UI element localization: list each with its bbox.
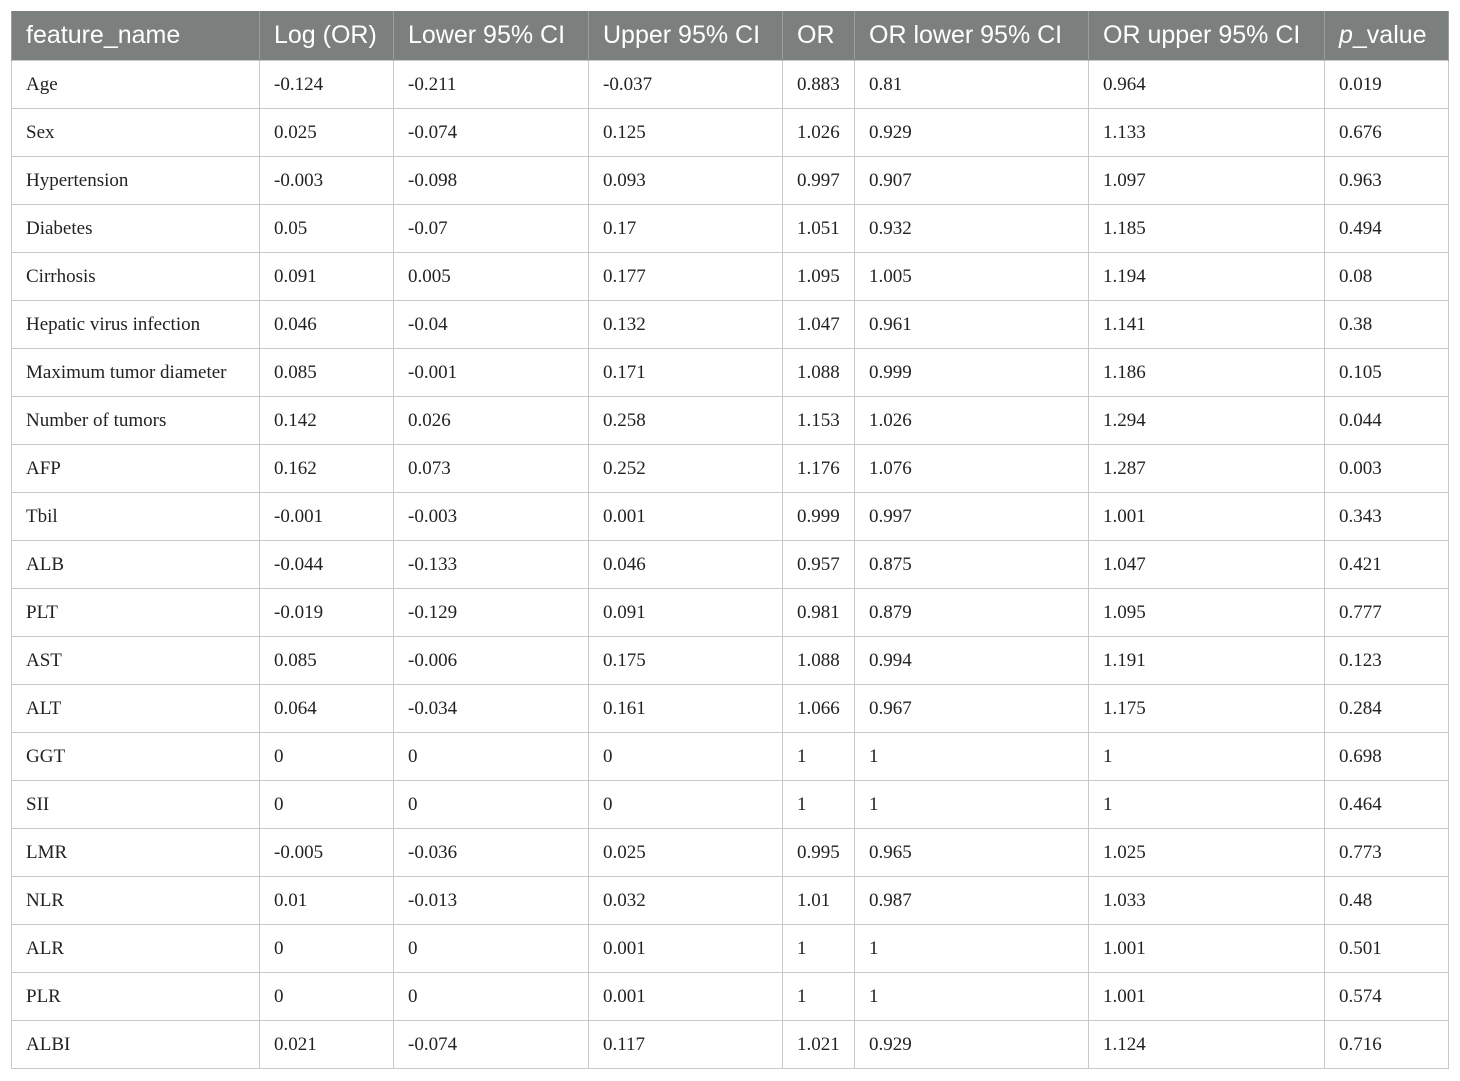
cell-or: 0.981 (783, 589, 855, 637)
cell-feature-name: Age (12, 61, 260, 109)
cell-or-upper-ci: 1.001 (1089, 973, 1325, 1021)
cell-or-upper-ci: 1.294 (1089, 397, 1325, 445)
cell-p-value: 0.38 (1325, 301, 1449, 349)
cell-lower-ci: -0.034 (394, 685, 589, 733)
cell-p-value: 0.019 (1325, 61, 1449, 109)
cell-or-upper-ci: 1.047 (1089, 541, 1325, 589)
cell-or-lower-ci: 0.994 (855, 637, 1089, 685)
cell-log-or: -0.124 (260, 61, 394, 109)
cell-or-lower-ci: 0.879 (855, 589, 1089, 637)
cell-upper-ci: 0.091 (589, 589, 783, 637)
cell-p-value: 0.574 (1325, 973, 1449, 1021)
cell-lower-ci: 0 (394, 781, 589, 829)
cell-log-or: -0.005 (260, 829, 394, 877)
cell-or-lower-ci: 0.929 (855, 109, 1089, 157)
cell-p-value: 0.716 (1325, 1021, 1449, 1069)
cell-or: 0.883 (783, 61, 855, 109)
cell-lower-ci: 0 (394, 925, 589, 973)
cell-p-value: 0.501 (1325, 925, 1449, 973)
header-p-suffix: _value (1352, 21, 1427, 49)
cell-or-upper-ci: 1 (1089, 781, 1325, 829)
cell-upper-ci: -0.037 (589, 61, 783, 109)
cell-lower-ci: -0.211 (394, 61, 589, 109)
table-row (12, 253, 1449, 301)
cell-or-upper-ci: 1.186 (1089, 349, 1325, 397)
table-row (12, 829, 1449, 877)
cell-or-lower-ci: 1 (855, 733, 1089, 781)
cell-or-lower-ci: 0.987 (855, 877, 1089, 925)
header-or-upper-ci: OR upper 95% CI (1089, 11, 1325, 61)
cell-log-or: 0 (260, 733, 394, 781)
cell-p-value: 0.698 (1325, 733, 1449, 781)
cell-upper-ci: 0.001 (589, 925, 783, 973)
results-table-container (11, 11, 1448, 1069)
cell-upper-ci: 0.252 (589, 445, 783, 493)
cell-or-lower-ci: 0.965 (855, 829, 1089, 877)
cell-upper-ci: 0 (589, 733, 783, 781)
cell-log-or: 0.064 (260, 685, 394, 733)
header-p-italic: p (1339, 21, 1353, 49)
cell-or-upper-ci: 1 (1089, 733, 1325, 781)
cell-log-or: -0.044 (260, 541, 394, 589)
cell-or-lower-ci: 0.999 (855, 349, 1089, 397)
cell-or: 1.088 (783, 349, 855, 397)
cell-or-upper-ci: 1.175 (1089, 685, 1325, 733)
cell-or: 1.088 (783, 637, 855, 685)
cell-feature-name: AFP (12, 445, 260, 493)
cell-or-upper-ci: 1.191 (1089, 637, 1325, 685)
cell-upper-ci: 0.117 (589, 1021, 783, 1069)
cell-feature-name: Tbil (12, 493, 260, 541)
table-header-row (12, 11, 1449, 61)
cell-log-or: 0 (260, 925, 394, 973)
table-row (12, 157, 1449, 205)
cell-lower-ci: -0.098 (394, 157, 589, 205)
cell-feature-name: Maximum tumor diameter (12, 349, 260, 397)
cell-or-upper-ci: 1.025 (1089, 829, 1325, 877)
cell-feature-name: LMR (12, 829, 260, 877)
header-or: OR (783, 11, 855, 61)
cell-feature-name: ALBI (12, 1021, 260, 1069)
table-row (12, 445, 1449, 493)
table-row (12, 397, 1449, 445)
cell-upper-ci: 0.032 (589, 877, 783, 925)
cell-or-lower-ci: 0.929 (855, 1021, 1089, 1069)
cell-lower-ci: -0.001 (394, 349, 589, 397)
cell-p-value: 0.676 (1325, 109, 1449, 157)
cell-or-upper-ci: 1.185 (1089, 205, 1325, 253)
cell-upper-ci: 0.177 (589, 253, 783, 301)
table-row (12, 493, 1449, 541)
cell-lower-ci: 0 (394, 733, 589, 781)
cell-or: 1.026 (783, 109, 855, 157)
cell-upper-ci: 0.093 (589, 157, 783, 205)
cell-feature-name: PLT (12, 589, 260, 637)
cell-p-value: 0.494 (1325, 205, 1449, 253)
table-row (12, 205, 1449, 253)
cell-log-or: -0.001 (260, 493, 394, 541)
cell-feature-name: Hepatic virus infection (12, 301, 260, 349)
cell-or-upper-ci: 1.287 (1089, 445, 1325, 493)
cell-p-value: 0.48 (1325, 877, 1449, 925)
cell-or-upper-ci: 0.964 (1089, 61, 1325, 109)
cell-or-upper-ci: 1.194 (1089, 253, 1325, 301)
cell-p-value: 0.963 (1325, 157, 1449, 205)
cell-log-or: -0.003 (260, 157, 394, 205)
cell-log-or: 0.01 (260, 877, 394, 925)
header-or-lower-ci: OR lower 95% CI (855, 11, 1089, 61)
cell-log-or: 0 (260, 781, 394, 829)
cell-upper-ci: 0.17 (589, 205, 783, 253)
cell-feature-name: Number of tumors (12, 397, 260, 445)
cell-upper-ci: 0.025 (589, 829, 783, 877)
cell-or-upper-ci: 1.124 (1089, 1021, 1325, 1069)
cell-lower-ci: -0.003 (394, 493, 589, 541)
cell-lower-ci: -0.074 (394, 109, 589, 157)
cell-upper-ci: 0.258 (589, 397, 783, 445)
cell-or-upper-ci: 1.097 (1089, 157, 1325, 205)
cell-lower-ci: -0.013 (394, 877, 589, 925)
cell-log-or: 0.091 (260, 253, 394, 301)
cell-or-lower-ci: 0.997 (855, 493, 1089, 541)
table-body (12, 61, 1449, 1069)
cell-lower-ci: 0.005 (394, 253, 589, 301)
cell-upper-ci: 0.125 (589, 109, 783, 157)
cell-or-lower-ci: 1 (855, 781, 1089, 829)
cell-or-lower-ci: 0.967 (855, 685, 1089, 733)
cell-or-lower-ci: 0.932 (855, 205, 1089, 253)
cell-or: 1.021 (783, 1021, 855, 1069)
cell-or-lower-ci: 0.907 (855, 157, 1089, 205)
cell-or: 0.999 (783, 493, 855, 541)
cell-lower-ci: 0 (394, 973, 589, 1021)
cell-upper-ci: 0.001 (589, 973, 783, 1021)
cell-or: 1 (783, 925, 855, 973)
cell-p-value: 0.003 (1325, 445, 1449, 493)
cell-or: 1.176 (783, 445, 855, 493)
cell-or: 0.957 (783, 541, 855, 589)
cell-or: 1 (783, 781, 855, 829)
cell-upper-ci: 0.046 (589, 541, 783, 589)
cell-upper-ci: 0.171 (589, 349, 783, 397)
cell-lower-ci: 0.073 (394, 445, 589, 493)
cell-lower-ci: -0.133 (394, 541, 589, 589)
cell-or: 1 (783, 973, 855, 1021)
header-feature-name: feature_name (12, 11, 260, 61)
cell-log-or: 0 (260, 973, 394, 1021)
cell-feature-name: ALB (12, 541, 260, 589)
table-row (12, 1021, 1449, 1069)
table-row (12, 685, 1449, 733)
cell-or-upper-ci: 1.095 (1089, 589, 1325, 637)
table-row (12, 637, 1449, 685)
cell-feature-name: PLR (12, 973, 260, 1021)
cell-lower-ci: -0.074 (394, 1021, 589, 1069)
cell-log-or: -0.019 (260, 589, 394, 637)
cell-or-lower-ci: 1.005 (855, 253, 1089, 301)
cell-or: 1 (783, 733, 855, 781)
cell-or-lower-ci: 0.875 (855, 541, 1089, 589)
cell-lower-ci: 0.026 (394, 397, 589, 445)
cell-feature-name: AST (12, 637, 260, 685)
cell-log-or: 0.085 (260, 349, 394, 397)
table-row (12, 301, 1449, 349)
cell-or-lower-ci: 1 (855, 973, 1089, 1021)
cell-upper-ci: 0.001 (589, 493, 783, 541)
cell-or-upper-ci: 1.001 (1089, 925, 1325, 973)
cell-feature-name: NLR (12, 877, 260, 925)
cell-or-upper-ci: 1.141 (1089, 301, 1325, 349)
cell-p-value: 0.421 (1325, 541, 1449, 589)
cell-lower-ci: -0.04 (394, 301, 589, 349)
header-p-value (1325, 11, 1449, 61)
cell-upper-ci: 0.175 (589, 637, 783, 685)
cell-or: 1.153 (783, 397, 855, 445)
cell-or: 1.01 (783, 877, 855, 925)
cell-p-value: 0.123 (1325, 637, 1449, 685)
cell-feature-name: ALR (12, 925, 260, 973)
cell-p-value: 0.105 (1325, 349, 1449, 397)
cell-log-or: 0.046 (260, 301, 394, 349)
table-row (12, 925, 1449, 973)
cell-log-or: 0.085 (260, 637, 394, 685)
cell-or: 0.995 (783, 829, 855, 877)
table-row (12, 877, 1449, 925)
cell-upper-ci: 0.161 (589, 685, 783, 733)
cell-or-upper-ci: 1.033 (1089, 877, 1325, 925)
cell-or-lower-ci: 0.961 (855, 301, 1089, 349)
cell-or-lower-ci: 0.81 (855, 61, 1089, 109)
table-row (12, 109, 1449, 157)
cell-or-lower-ci: 1 (855, 925, 1089, 973)
cell-feature-name: Diabetes (12, 205, 260, 253)
table-row (12, 973, 1449, 1021)
cell-feature-name: GGT (12, 733, 260, 781)
cell-p-value: 0.773 (1325, 829, 1449, 877)
cell-or: 0.997 (783, 157, 855, 205)
cell-lower-ci: -0.006 (394, 637, 589, 685)
cell-log-or: 0.05 (260, 205, 394, 253)
table-row (12, 61, 1449, 109)
results-table (11, 11, 1449, 1069)
cell-or-lower-ci: 1.076 (855, 445, 1089, 493)
cell-p-value: 0.044 (1325, 397, 1449, 445)
cell-or: 1.047 (783, 301, 855, 349)
header-upper-ci: Upper 95% CI (589, 11, 783, 61)
cell-log-or: 0.142 (260, 397, 394, 445)
cell-or: 1.051 (783, 205, 855, 253)
cell-or: 1.095 (783, 253, 855, 301)
header-log-or: Log (OR) (260, 11, 394, 61)
cell-feature-name: SII (12, 781, 260, 829)
cell-or-lower-ci: 1.026 (855, 397, 1089, 445)
cell-p-value: 0.777 (1325, 589, 1449, 637)
table-row (12, 589, 1449, 637)
cell-feature-name: Hypertension (12, 157, 260, 205)
table-row (12, 781, 1449, 829)
cell-log-or: 0.025 (260, 109, 394, 157)
cell-p-value: 0.464 (1325, 781, 1449, 829)
cell-feature-name: Cirrhosis (12, 253, 260, 301)
header-lower-ci: Lower 95% CI (394, 11, 589, 61)
cell-p-value: 0.343 (1325, 493, 1449, 541)
cell-log-or: 0.021 (260, 1021, 394, 1069)
cell-p-value: 0.08 (1325, 253, 1449, 301)
table-row (12, 541, 1449, 589)
cell-feature-name: ALT (12, 685, 260, 733)
cell-upper-ci: 0 (589, 781, 783, 829)
cell-p-value: 0.284 (1325, 685, 1449, 733)
cell-log-or: 0.162 (260, 445, 394, 493)
cell-lower-ci: -0.036 (394, 829, 589, 877)
cell-or: 1.066 (783, 685, 855, 733)
table-row (12, 349, 1449, 397)
cell-upper-ci: 0.132 (589, 301, 783, 349)
cell-or-upper-ci: 1.133 (1089, 109, 1325, 157)
table-row (12, 733, 1449, 781)
cell-lower-ci: -0.129 (394, 589, 589, 637)
cell-or-upper-ci: 1.001 (1089, 493, 1325, 541)
cell-feature-name: Sex (12, 109, 260, 157)
cell-lower-ci: -0.07 (394, 205, 589, 253)
